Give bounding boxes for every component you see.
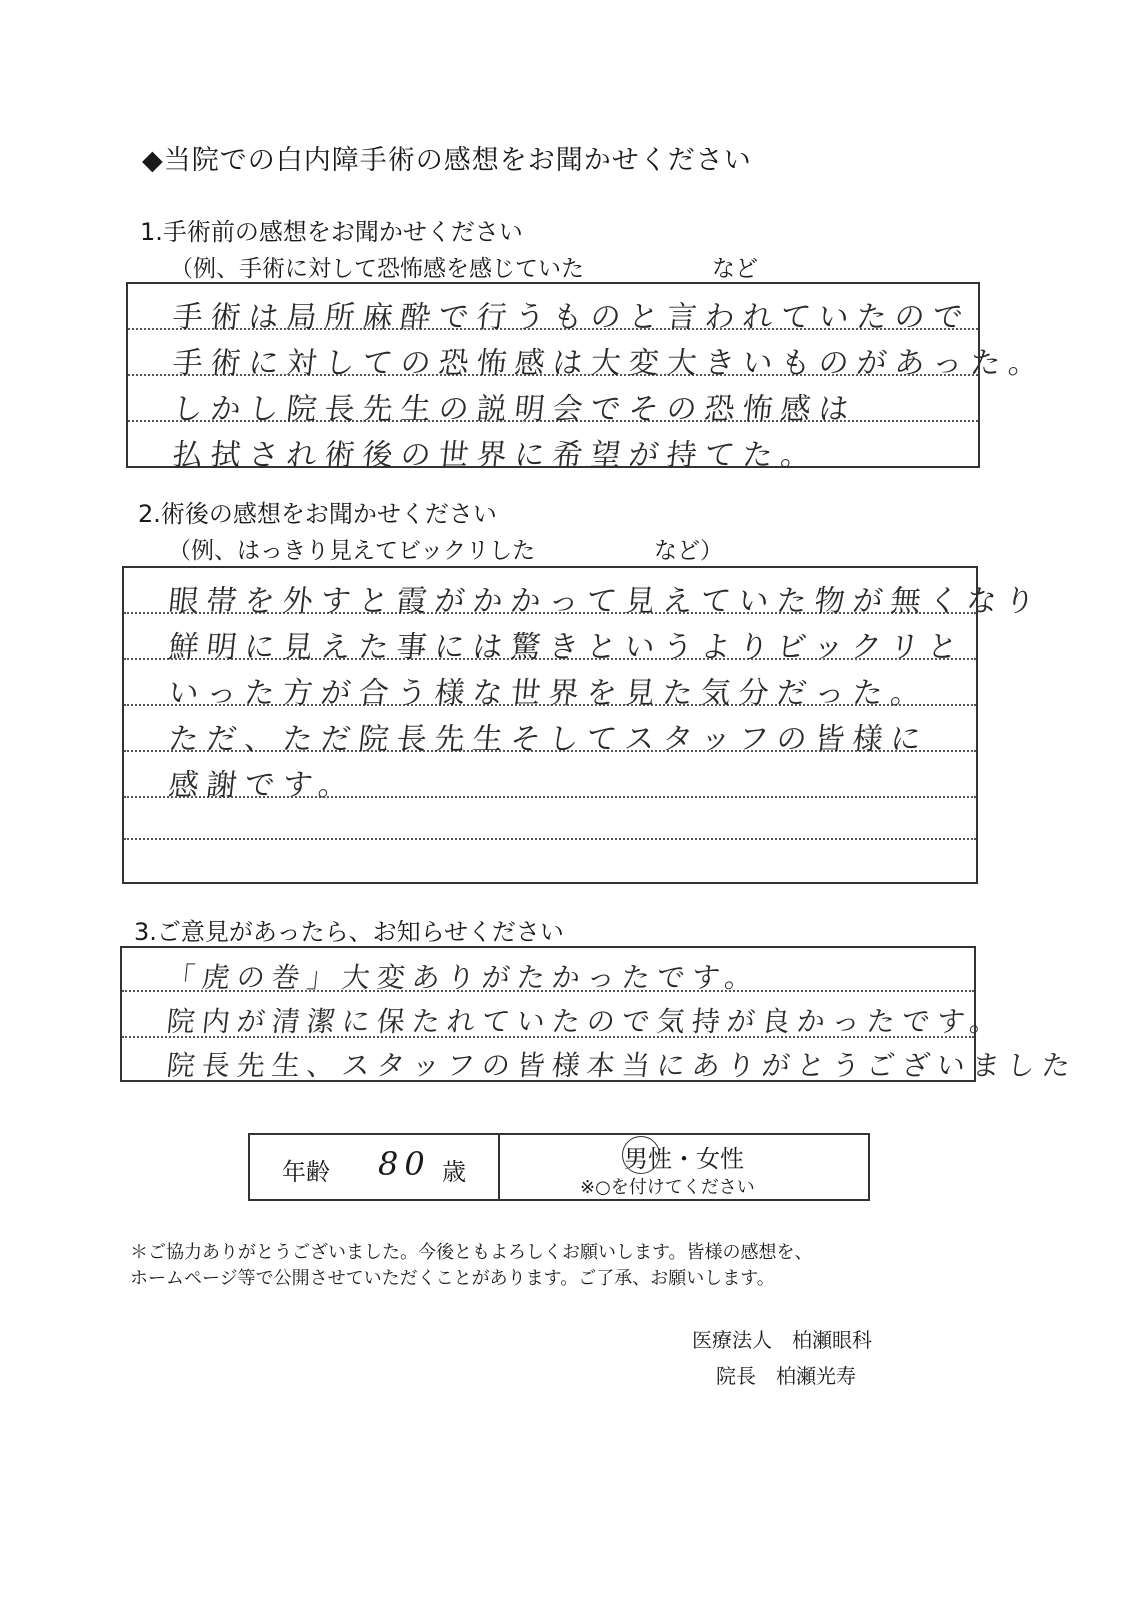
q3-answer-line: 院内が清潔に保たれていたので気持が良かったです。: [165, 1005, 1007, 1038]
q1-answer-line: しかし院長先生の説明会でその恐怖感は: [170, 392, 859, 427]
q2-answer-line: 眼帯を外すと霞がかかって見えていた物が無くなり: [166, 584, 1045, 619]
selected-circle-icon: [622, 1136, 660, 1174]
footer-line-1: ＊ご協力ありがとうございました。今後ともよろしくお願いします。皆様の感想を、: [130, 1242, 813, 1263]
q3-answer-line: 「虎の巻」大変ありがたかったです。: [165, 961, 762, 994]
q3-answer-box: [120, 946, 1079, 1082]
q2-example-end: など）: [654, 538, 723, 564]
q2-answer-line: 感謝です。: [166, 768, 359, 803]
q3-answer-line: 院長先生、スタッフの皆様本当にありがとうございました: [165, 1049, 1079, 1082]
q1-answer-line: 払拭され術後の世界に希望が持てた。: [170, 438, 821, 473]
age-unit: 歳: [442, 1158, 466, 1186]
q1-answer-line: 手術に対しての恐怖感は大変大きいものがあった。: [170, 346, 1049, 381]
q1-answer-box: [126, 282, 1049, 473]
q1-heading: 1.手術前の感想をお聞かせください: [140, 218, 523, 246]
sex-note: ※○を付けてください: [580, 1177, 755, 1198]
signature-org: 医療法人 柏瀬眼科: [692, 1328, 872, 1352]
q2-answer-line: 鮮明に見えた事には驚きというよりビックリと: [166, 630, 968, 665]
q1-example-end: など: [712, 256, 758, 282]
q1-answer-line: 手術は局所麻酔で行うものと言われていたので: [170, 300, 973, 335]
age-label: 年齢: [282, 1158, 330, 1186]
info-table: [248, 1133, 870, 1201]
q2-heading: 2.術後の感想をお聞かせください: [138, 500, 497, 528]
q1-example: （例、手術に対して恐怖感を感じていた: [170, 256, 584, 282]
q2-answer-line: ただ、ただ院長先生そしてスタッフの皆様に: [166, 722, 931, 757]
q2-answer-box: [122, 566, 1045, 884]
sex-separator: ・: [672, 1145, 696, 1173]
footer-line-2: ホームページ等で公開させていただくことがあります。ご了承、お願いします。: [130, 1268, 775, 1289]
age-cell: [250, 1135, 500, 1199]
page-title: ◆当院での白内障手術の感想をお聞かせください: [142, 145, 752, 176]
q2-example: （例、はっきり見えてビックリした: [168, 538, 536, 564]
signature-director: 院長 柏瀬光寿: [716, 1364, 856, 1388]
sex-option-female: 女性: [696, 1145, 744, 1173]
sex-cell: [500, 1135, 868, 1199]
q2-answer-line: いった方が合う様な世界を見た気分だった。: [166, 676, 931, 711]
q3-heading: 3.ご意見があったら、お知らせください: [134, 918, 564, 946]
sex-option-male: 男性: [624, 1139, 672, 1174]
age-value: 80: [378, 1145, 431, 1183]
